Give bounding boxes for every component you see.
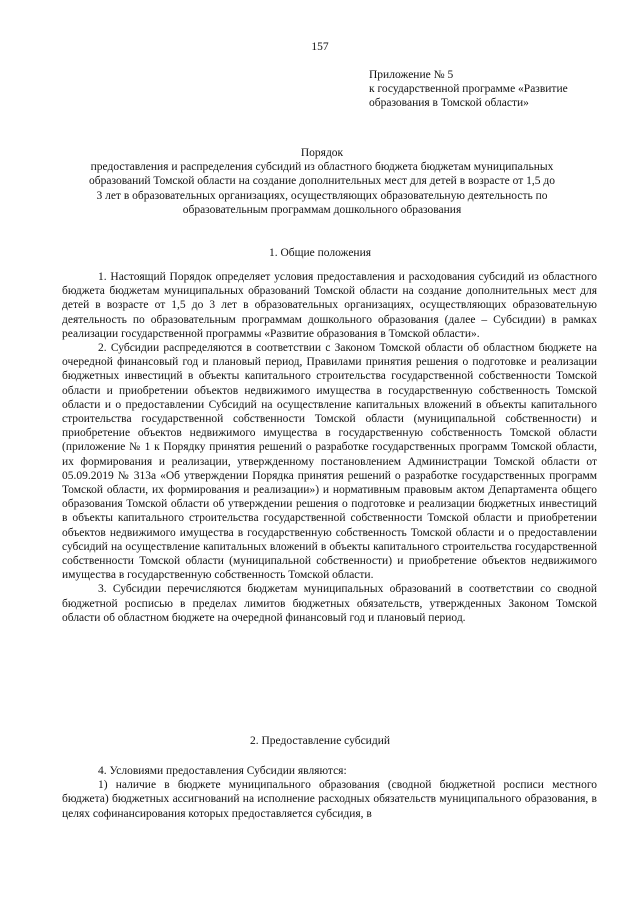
section-body-general [62, 270, 597, 625]
paragraph-3: 3. Субсидии перечисляются бюджетам муниципальных образований в соответствии со сводной бюджетной росписью в пределах лимитов бюджетных обязательств, утвержденных Законом Томской области об областном бюджете на очередной финансовый год и плановый период. [62, 583, 597, 624]
section-body-subsidies [62, 764, 597, 821]
appendix-label: Приложение № 5 [369, 69, 454, 81]
section-heading-subsidies: 2. Предоставление субсидий [250, 735, 390, 747]
paragraph-4-item-1: 1) наличие в бюджете муниципального образования (сводной бюджетной росписи местного бюджета) бюджетных ассигнований на исполнение расходных обязательств муниципального образования, в целях софинансирования которых предоставляется субсидия, в [62, 779, 597, 820]
appendix-reference: к государственной программе «Развитие образования в Томской области» [369, 83, 568, 110]
document-title [88, 146, 556, 217]
title-heading: Порядок [300, 147, 344, 159]
section-heading-general: 1. Общие положения [268, 247, 372, 259]
paragraph-1: 1. Настоящий Порядок определяет условия предоставления и расходования субсидий из областного бюджета бюджетам муниципальных образований Томской области на создание дополнительных мест для детей в возрасте от 1,5 до 3 лет в образовательных организациях, осуществляющих образовательную деятельность по образовательным программам дошкольного образования (далее – Субсидии) в рамках реализации государственной программы «Развитие образования в Томской области». [62, 271, 597, 340]
page-number: 157 [311, 41, 329, 53]
appendix-header [369, 68, 609, 111]
title-body: предоставления и распределения субсидий из областного бюджета бюджетам муниципальных образований Томской области на создание дополнительных мест для детей в возрасте от 1,5 до 3 лет в образовательных организациях, осуществляющих образовательную деятельность по образовательным программам дошкольного образования [89, 161, 555, 216]
paragraph-2: 2. Субсидии распределяются в соответствии с Законом Томской области об областном бюджете на очередной финансовый год и плановый период, Правилами принятия решения о подготовке и реализации бюджетных инвестиций в объекты капитального строительства государственной собственности Томской области и приобретении объектов недвижимого имущества в государственную собственность Томской области и о предоставлении Субсидий на осуществление капитальных вложений в объекты капитального строительства государственной собственности Томской области (муниципальной собственности) и приобретение объектов недвижимого имущества в государственную собственность Томской области (приложение № 1 к Порядку принятия решений о разработке государственных программ Томской области, их формирования и реализации, утвержденному постановлением Администрации Томской области от 05.09.2019 № 313а «Об утверждении Порядка принятия решений о разработке государственных программ Томской области, их формирования и реализации») и нормативным правовым актом Департамента общего образования Томской области об утверждении решения о подготовке и реализации бюджетных инвестиций в объекты капитального строительства государственной собственности Томской области и приобретении объектов недвижимого имущества в государственную собственность Томской области и о предоставлении субсидий на осуществление капитальных вложений в объекты капитального строительства государственной собственности Томской области (муниципальной собственности) и приобретение объектов недвижимого имущества в государственную собственность Томской области. [62, 342, 597, 582]
paragraph-4: 4. Условиями предоставления Субсидии являются: [98, 765, 347, 777]
